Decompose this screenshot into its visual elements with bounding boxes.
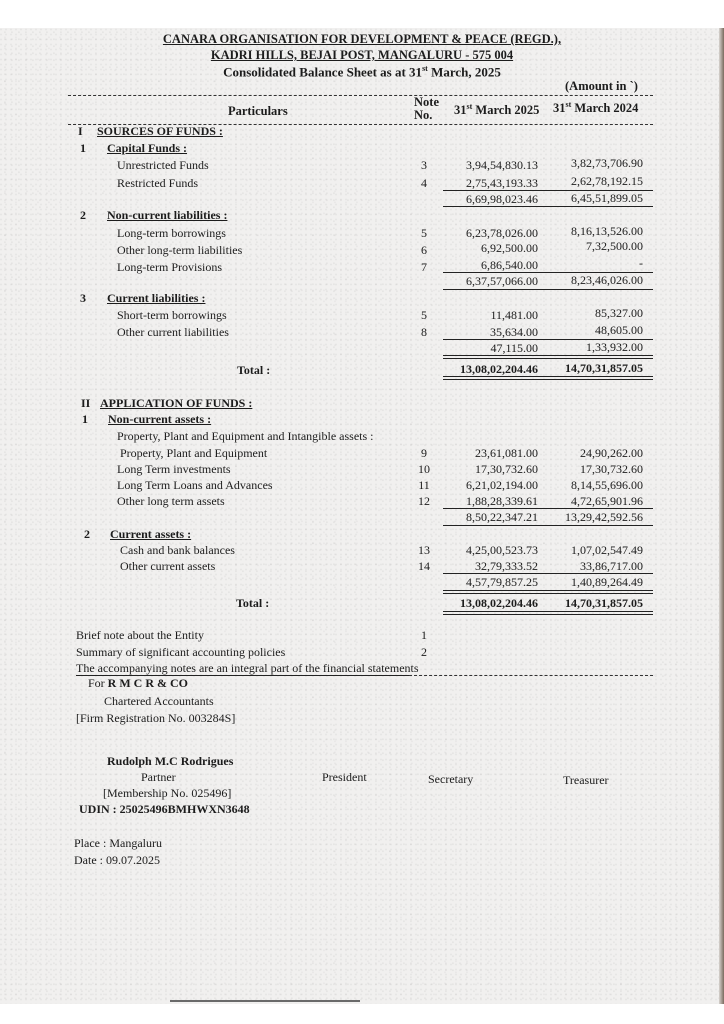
column-header-particulars: Particulars [228, 104, 288, 118]
row-value-2025: 17,30,732.60 [475, 462, 538, 476]
row-value-2024: 85,327.00 [595, 306, 643, 320]
row-value-2025: 32,79,333.52 [475, 559, 538, 573]
row-label: Long-term Provisions [117, 260, 222, 274]
row-label: Other long-term liabilities [117, 243, 243, 257]
column-header-2024: 31st March 2024 [553, 100, 639, 116]
note-summary-number: 2 [421, 645, 427, 659]
total-double-rule [443, 376, 653, 380]
note-brief-label: Brief note about the Entity [76, 628, 204, 642]
total-double-rule [443, 611, 653, 615]
row-value-2025: 3,94,54,830.13 [466, 158, 538, 172]
partner-title: Partner [141, 770, 176, 784]
row-value-2024: 8,16,13,526.00 [571, 224, 643, 238]
signatory-secretary: Secretary [428, 772, 474, 786]
row-note: 12 [418, 494, 430, 508]
subtotal-2025: 4,57,79,857.25 [466, 575, 538, 589]
row-label: Long Term investments [117, 462, 231, 476]
partner-name: Rudolph M.C Rodrigues [107, 754, 234, 768]
row-note: 9 [421, 446, 427, 460]
organisation-address: KADRI HILLS, BEJAI POST, MANGALURU - 575 004 [210, 48, 514, 62]
subtotal-rule [443, 508, 653, 509]
row-label: Long-term borrowings [117, 226, 226, 240]
row-value-2025: 1,88,28,339.61 [466, 494, 538, 508]
subtotal-rule [443, 573, 653, 574]
section-heading-application: APPLICATION OF FUNDS : [100, 396, 253, 410]
page-edge-shadow [719, 28, 724, 1004]
auditor-firm: For R M C R & CO [88, 676, 188, 690]
row-note: 13 [418, 543, 430, 557]
note-brief-number: 1 [421, 628, 427, 642]
organisation-name: CANARA ORGANISATION FOR DEVELOPMENT & PEACE (REGD.), [162, 32, 562, 46]
row-value-2025: 4,25,00,523.73 [466, 543, 538, 557]
integral-dash-rule [409, 675, 653, 676]
row-label: Other long term assets [117, 494, 225, 508]
total-label: Total : [236, 596, 270, 610]
row-value-2025: 2,75,43,193.33 [466, 176, 538, 190]
subtotal-2024: 1,40,89,264.49 [571, 575, 643, 589]
row-value-2025: 23,61,081.00 [475, 446, 538, 460]
group-index: 1 [80, 141, 86, 155]
row-value-2024: 7,32,500.00 [586, 239, 643, 253]
row-note: 14 [418, 559, 430, 573]
row-value-2024: 48,605.00 [595, 323, 643, 337]
row-note: 7 [421, 260, 427, 274]
total-rule [443, 590, 653, 594]
row-value-2024: 1,07,02,547.49 [571, 543, 643, 557]
group-heading-current-liabilities: Current liabilities : [107, 291, 206, 305]
row-value-2024: 3,82,73,706.90 [571, 156, 643, 170]
partner-membership: [Membership No. 025496] [103, 786, 232, 800]
document-title: Consolidated Balance Sheet as at 31st March, 2025 [223, 64, 501, 80]
total-2025: 13,08,02,204.46 [460, 596, 538, 610]
row-label: Restricted Funds [117, 176, 198, 190]
partner-udin: UDIN : 25025496BMHWXN3648 [79, 802, 250, 816]
row-value-2025: 6,23,78,026.00 [466, 226, 538, 240]
row-value-2025: 6,21,02,194.00 [466, 478, 538, 492]
subtotal-2024: 8,23,46,026.00 [571, 273, 643, 287]
group-index: 1 [82, 412, 88, 426]
subtotal-2024: 1,33,932.00 [586, 340, 643, 354]
row-note: 5 [421, 308, 427, 322]
subtotal-bottom-rule [443, 525, 653, 526]
total-label: Total : [237, 363, 271, 377]
row-value-2025: 6,86,540.00 [481, 258, 538, 272]
row-note: 5 [421, 226, 427, 240]
group-heading-capital-funds: Capital Funds : [107, 141, 188, 155]
date: Date : 09.07.2025 [74, 853, 160, 867]
section-roman: I [78, 124, 83, 138]
row-note: 8 [421, 325, 427, 339]
auditor-designation: Chartered Accountants [104, 694, 214, 708]
row-label: Property, Plant and Equipment [120, 446, 268, 460]
row-note: 3 [421, 158, 427, 172]
subgroup-heading-ppe: Property, Plant and Equipment and Intangible assets : [117, 429, 374, 443]
group-index: 2 [84, 527, 90, 541]
row-note: 4 [421, 176, 427, 190]
row-value-2025: 11,481.00 [490, 308, 538, 322]
row-label: Long Term Loans and Advances [117, 478, 273, 492]
row-value-2024: 17,30,732.60 [580, 462, 643, 476]
place: Place : Mangaluru [74, 836, 162, 850]
subtotal-bottom-rule [443, 289, 653, 290]
row-value-2024: 2,62,78,192.15 [571, 174, 643, 188]
group-heading-non-current-liabilities: Non-current liabilities : [107, 208, 228, 222]
auditor-registration: [Firm Registration No. 003284S] [76, 711, 236, 725]
total-2025: 13,08,02,204.46 [460, 362, 538, 376]
row-value-2024: 4,72,65,901.96 [571, 494, 643, 508]
row-label: Other current liabilities [117, 325, 229, 339]
subtotal-2025: 47,115.00 [490, 341, 538, 355]
table-top-rule [68, 95, 653, 96]
row-label: Cash and bank balances [120, 543, 235, 557]
column-header-2025: 31st March 2025 [454, 102, 540, 118]
note-summary-label: Summary of significant accounting policies [76, 645, 286, 659]
row-label: Unrestricted Funds [117, 158, 209, 172]
row-value-2025: 35,634.00 [490, 325, 538, 339]
column-header-note: Note No. [414, 95, 439, 122]
amount-unit-note: (Amount in `) [565, 79, 638, 93]
subtotal-2025: 8,50,22,347.21 [466, 510, 538, 524]
row-label: Other current assets [120, 559, 216, 573]
total-rule [443, 355, 653, 359]
total-2024: 14,70,31,857.05 [565, 361, 643, 375]
group-index: 2 [80, 208, 86, 222]
row-value-2024: - [639, 256, 643, 270]
signatory-treasurer: Treasurer [563, 773, 609, 787]
group-heading-non-current-assets: Non-current assets : [108, 412, 212, 426]
row-value-2024: 8,14,55,696.00 [571, 478, 643, 492]
group-index: 3 [80, 291, 86, 305]
row-note: 6 [421, 243, 427, 257]
section-roman: II [81, 396, 91, 410]
row-note: 11 [418, 478, 430, 492]
section-heading-sources: SOURCES OF FUNDS : [97, 124, 223, 138]
scan-mark [170, 1000, 360, 1002]
subtotal-bottom-rule [443, 206, 653, 207]
subtotal-2025: 6,69,98,023.46 [466, 192, 538, 206]
row-value-2024: 24,90,262.00 [580, 446, 643, 460]
notes-integral-statement: The accompanying notes are an integral part of the financial statements [76, 661, 419, 675]
row-value-2024: 33,86,717.00 [580, 559, 643, 573]
subtotal-2024: 13,29,42,592.56 [565, 510, 643, 524]
row-note: 10 [418, 462, 430, 476]
subtotal-2024: 6,45,51,899.05 [571, 191, 643, 205]
total-2024: 14,70,31,857.05 [565, 596, 643, 610]
signatory-president: President [322, 770, 367, 784]
subtotal-2025: 6,37,57,066.00 [466, 274, 538, 288]
row-label: Short-term borrowings [117, 308, 227, 322]
row-value-2025: 6,92,500.00 [481, 241, 538, 255]
group-heading-current-assets: Current assets : [110, 527, 192, 541]
